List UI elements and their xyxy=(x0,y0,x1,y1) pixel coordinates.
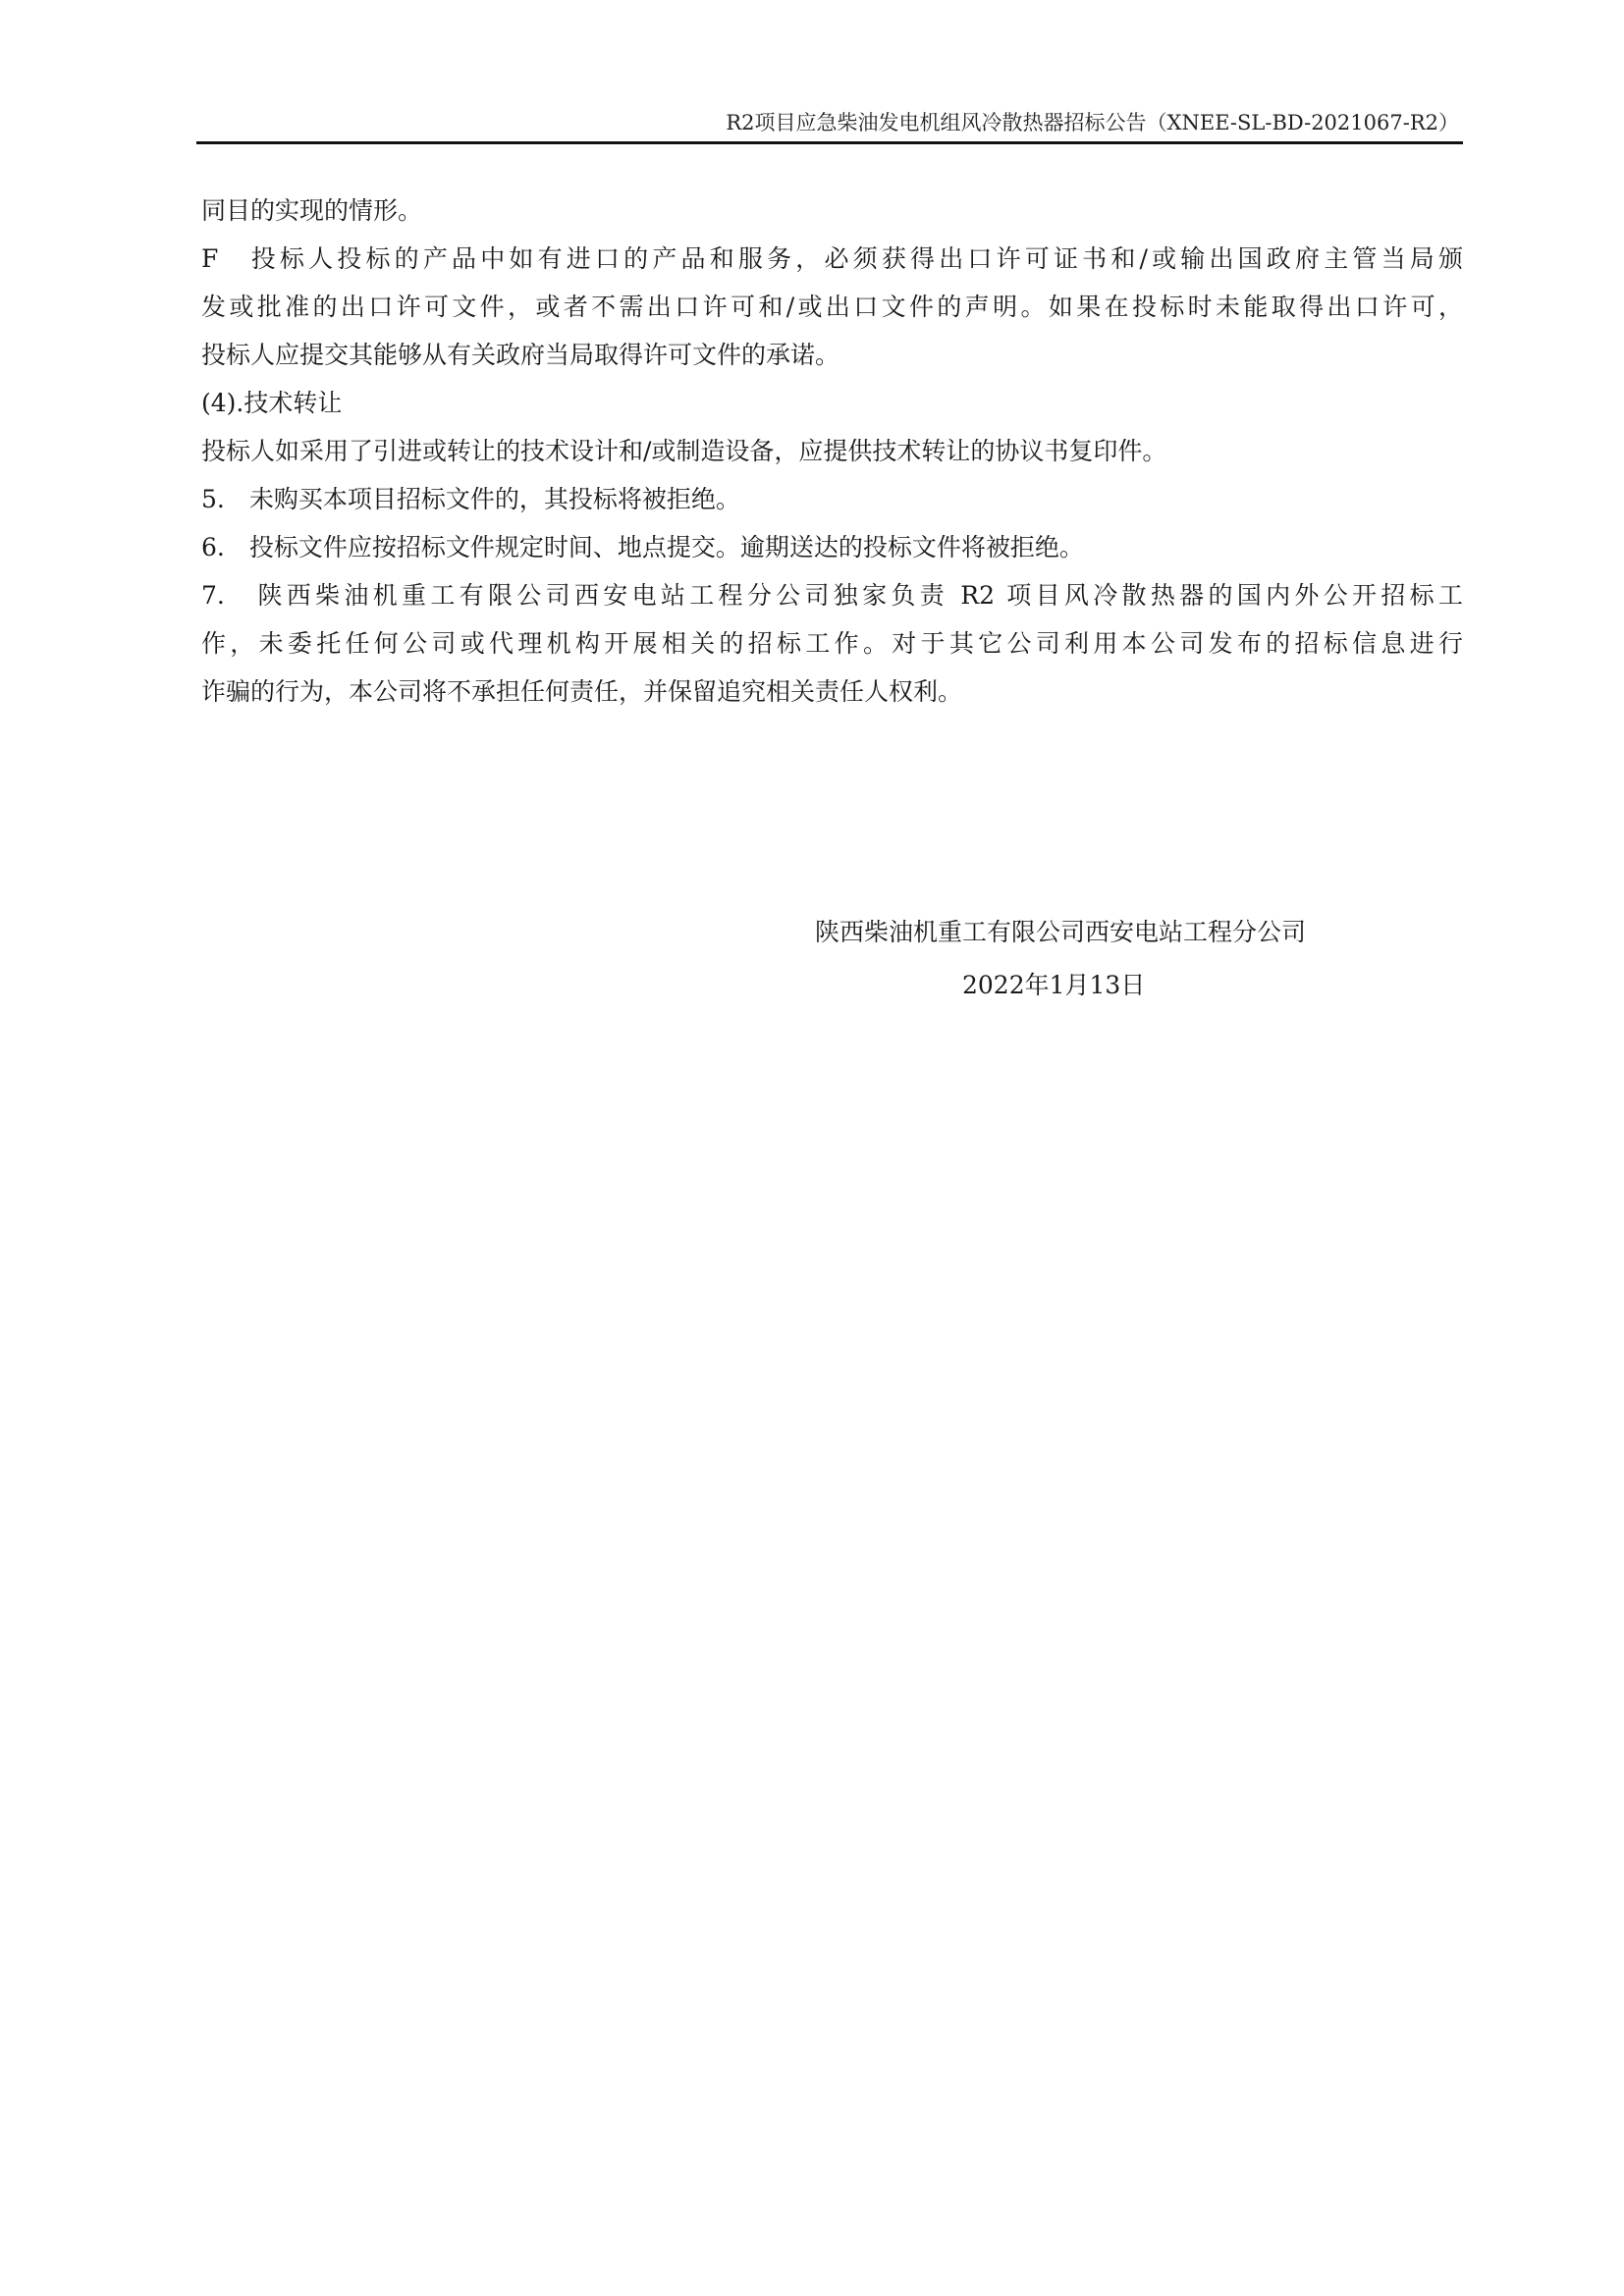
header-title: R2项目应急柴油发电机组风冷散热器招标公告（XNEE-SL-BD-2021067-R2） xyxy=(726,111,1459,134)
signature-date: 2022年1月13日 xyxy=(962,971,1146,999)
paragraph-line: 投标人如采用了引进或转让的技术设计和/或制造设备，应提供技术转让的协议书复印件。 xyxy=(201,437,1167,465)
paragraph-line: 作，未委托任何公司或代理机构开展相关的招标工作。对于其它公司利用本公司发布的招标信息进行 xyxy=(201,629,1463,658)
document-body xyxy=(201,187,1463,716)
list-item: 6. 投标文件应按招标文件规定时间、地点提交。逾期送达的投标文件将被拒绝。 xyxy=(201,533,1084,561)
list-item: 5. 未购买本项目招标文件的，其投标将被拒绝。 xyxy=(201,485,740,513)
paragraph-line: 同目的实现的情形。 xyxy=(201,196,423,225)
paragraph-line: F 投标人投标的产品中如有进口的产品和服务，必须获得出口许可证书和/或输出国政府主管当局颁 xyxy=(201,244,1463,273)
paragraph-line: 投标人应提交其能够从有关政府当局取得许可文件的承诺。 xyxy=(201,341,840,369)
signature-company: 陕西柴油机重工有限公司西安电站工程分公司 xyxy=(815,918,1307,946)
page-header xyxy=(196,106,1463,144)
signature-block xyxy=(815,918,1384,1000)
paragraph-line: 发或批准的出口许可文件，或者不需出口许可和/或出口文件的声明。如果在投标时未能取得出口许可， xyxy=(201,293,1463,321)
section-heading: (4).技术转让 xyxy=(201,389,343,417)
paragraph-line: 诈骗的行为，本公司将不承担任何责任，并保留追究相关责任人权利。 xyxy=(201,677,963,706)
list-item: 7. 陕西柴油机重工有限公司西安电站工程分公司独家负责 R2 项目风冷散热器的国内外公开招标工 xyxy=(201,581,1463,610)
